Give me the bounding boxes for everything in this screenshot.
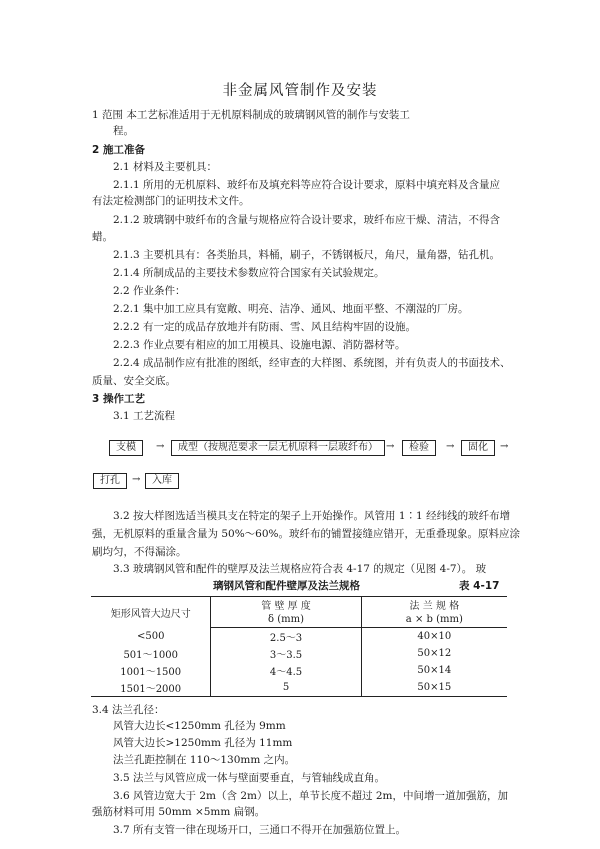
cell-thickness: 5	[211, 679, 361, 697]
flow-arrow-icon: →	[500, 441, 509, 452]
flow-step-curing: 固化	[461, 440, 495, 456]
flow-arrow-icon: →	[446, 441, 455, 452]
clause-3-2-line2: 强，无机原料的重量含量为 50%～60%。玻纤布的铺置接缝应错开，无重叠现象。原料应涂	[92, 528, 521, 540]
clause-2-1-4: 2.1.4 所制成品的主要技术参数应符合国家有关试验规定。	[113, 267, 385, 279]
clause-2-1-1-line1: 2.1.1 所用的无机原料、玻纤布及填充料等应符合设计要求，原料中填充料及含量应	[113, 179, 501, 191]
table-caption: 璃钢风管和配件壁厚及法兰规格	[213, 580, 360, 592]
clause-3-3: 3.3 玻璃钢风管和配件的壁厚及法兰规格应符合表 4-17 的规定（见图 4-7）。 玻	[113, 563, 487, 575]
clause-2-1-2-line2: 蜡。	[92, 231, 113, 243]
clause-3-4: 3.4 法兰孔径：	[92, 704, 165, 716]
clause-2-1-3: 2.1.3 主要机具有：各类胎具，料桶，刷子，不锈钢板尺，角尺，量角器，钻孔机。	[113, 249, 501, 261]
clause-3-4-a: 风管大边长<1250mm 孔径为 9mm	[113, 720, 286, 732]
section-3-heading: 3 操作工艺	[92, 393, 145, 405]
table-row	[91, 662, 507, 679]
table-header-row	[91, 597, 507, 613]
clause-2-1-1-line2: 有法定检测部门的证明技术文件。	[92, 195, 250, 207]
clause-3-7: 3.7 所有支管一律在现场开口，三通口不得开在加强筋位置上。	[113, 824, 407, 836]
clause-3-1: 3.1 工艺流程	[113, 410, 176, 422]
table-row	[91, 679, 507, 697]
page-title: 非金属风管制作及安装	[222, 83, 378, 99]
cell-size: 1501～2000	[91, 679, 211, 697]
clause-3-2-line1: 3.2 按大样图选适当模具支在特定的架子上开始操作。风管用 1∶1 经纬线的玻纤布增	[113, 510, 511, 522]
table-row	[91, 628, 507, 646]
cell-flange: 50×14	[417, 665, 452, 676]
cell-size: 501～1000	[91, 645, 211, 662]
flow-step-storage: 入库	[145, 473, 179, 489]
flow-arrow-icon: →	[156, 441, 165, 452]
clause-3-6-line1: 3.6 风管边宽大于 2m（含 2m）以上，单节长度不超过 2m，中间增一道加强筋，加	[113, 790, 508, 802]
section-1-line2: 程。	[113, 125, 134, 137]
cell-thickness: 4～4.5	[211, 662, 361, 679]
clause-2-2-1: 2.2.1 集中加工应具有宽敞、明亮、洁净、通风、地面平整、不潮湿的厂房。	[113, 303, 469, 315]
clause-2-1-2-line1: 2.1.2 玻璃钢中玻纤布的含量与规格应符合设计要求，玻纤布应干燥、清洁，不得含	[113, 214, 501, 226]
table-row	[91, 645, 507, 662]
clause-3-2-line3: 刷均匀，不得漏涂。	[92, 546, 187, 558]
clause-2-1: 2.1 材料及主要机具：	[113, 161, 218, 173]
cell-thickness: 2.5～3	[211, 628, 361, 646]
flow-step-forming: 成型（按规范要求一层无机原料一层玻纤布）	[171, 440, 385, 456]
cell-size: <500	[91, 628, 211, 646]
clause-3-4-c: 法兰孔距控制在 110～130mm 之内。	[113, 754, 296, 766]
flow-step-drilling: 打孔	[93, 473, 127, 489]
clause-2-2-4-line1: 2.2.4 成品制作应有批准的图纸，经审查的大样图、系统图，并有负责人的书面技术、	[113, 357, 511, 369]
clause-3-6-line2: 强筋材料可用 50mm ×5mm 扁钢。	[92, 806, 266, 818]
col-thickness-header: 管 壁 厚 度	[211, 597, 361, 613]
clause-2-2: 2.2 作业条件：	[113, 285, 186, 297]
col-flange-header: 法 兰 规 格	[361, 597, 507, 613]
cell-thickness: 3～3.5	[211, 645, 361, 662]
spec-table	[91, 596, 507, 697]
section-2-heading: 2 施工准备	[92, 144, 145, 156]
clause-2-2-4-line2: 质量、安全交底。	[92, 375, 176, 387]
flow-arrow-icon: →	[386, 441, 395, 452]
flow-step-inspection: 检验	[402, 440, 436, 456]
col-size-header: 矩形风管大边尺寸	[91, 597, 211, 628]
table-number: 表 4-17	[459, 580, 500, 592]
flow-arrow-icon: →	[132, 474, 141, 485]
col-thickness-unit: δ (mm)	[211, 612, 361, 628]
clause-3-4-b: 风管大边长>1250mm 孔径为 11mm	[113, 737, 293, 749]
cell-flange: 50×15	[361, 679, 507, 697]
clause-3-5: 3.5 法兰与风管应成一体与壁面要垂直，与管轴线成直角。	[113, 772, 386, 784]
flow-step-formwork: 支模	[109, 440, 143, 456]
cell-size: 1001～1500	[91, 662, 211, 679]
cell-flange: 40×10	[417, 631, 452, 642]
clause-2-2-3: 2.2.3 作业点要有相应的加工用模具、设施电源、消防器材等。	[113, 339, 406, 351]
cell-flange: 50×12	[417, 648, 452, 659]
clause-2-2-2: 2.2.2 有一定的成品存放地并有防雨、雪、风且结构牢固的设施。	[113, 321, 417, 333]
section-1-line1: 1 范围 本工艺标准适用于无机原料制成的玻璃钢风管的制作与安装工	[92, 109, 410, 121]
col-flange-unit: a × b (mm)	[361, 612, 507, 628]
